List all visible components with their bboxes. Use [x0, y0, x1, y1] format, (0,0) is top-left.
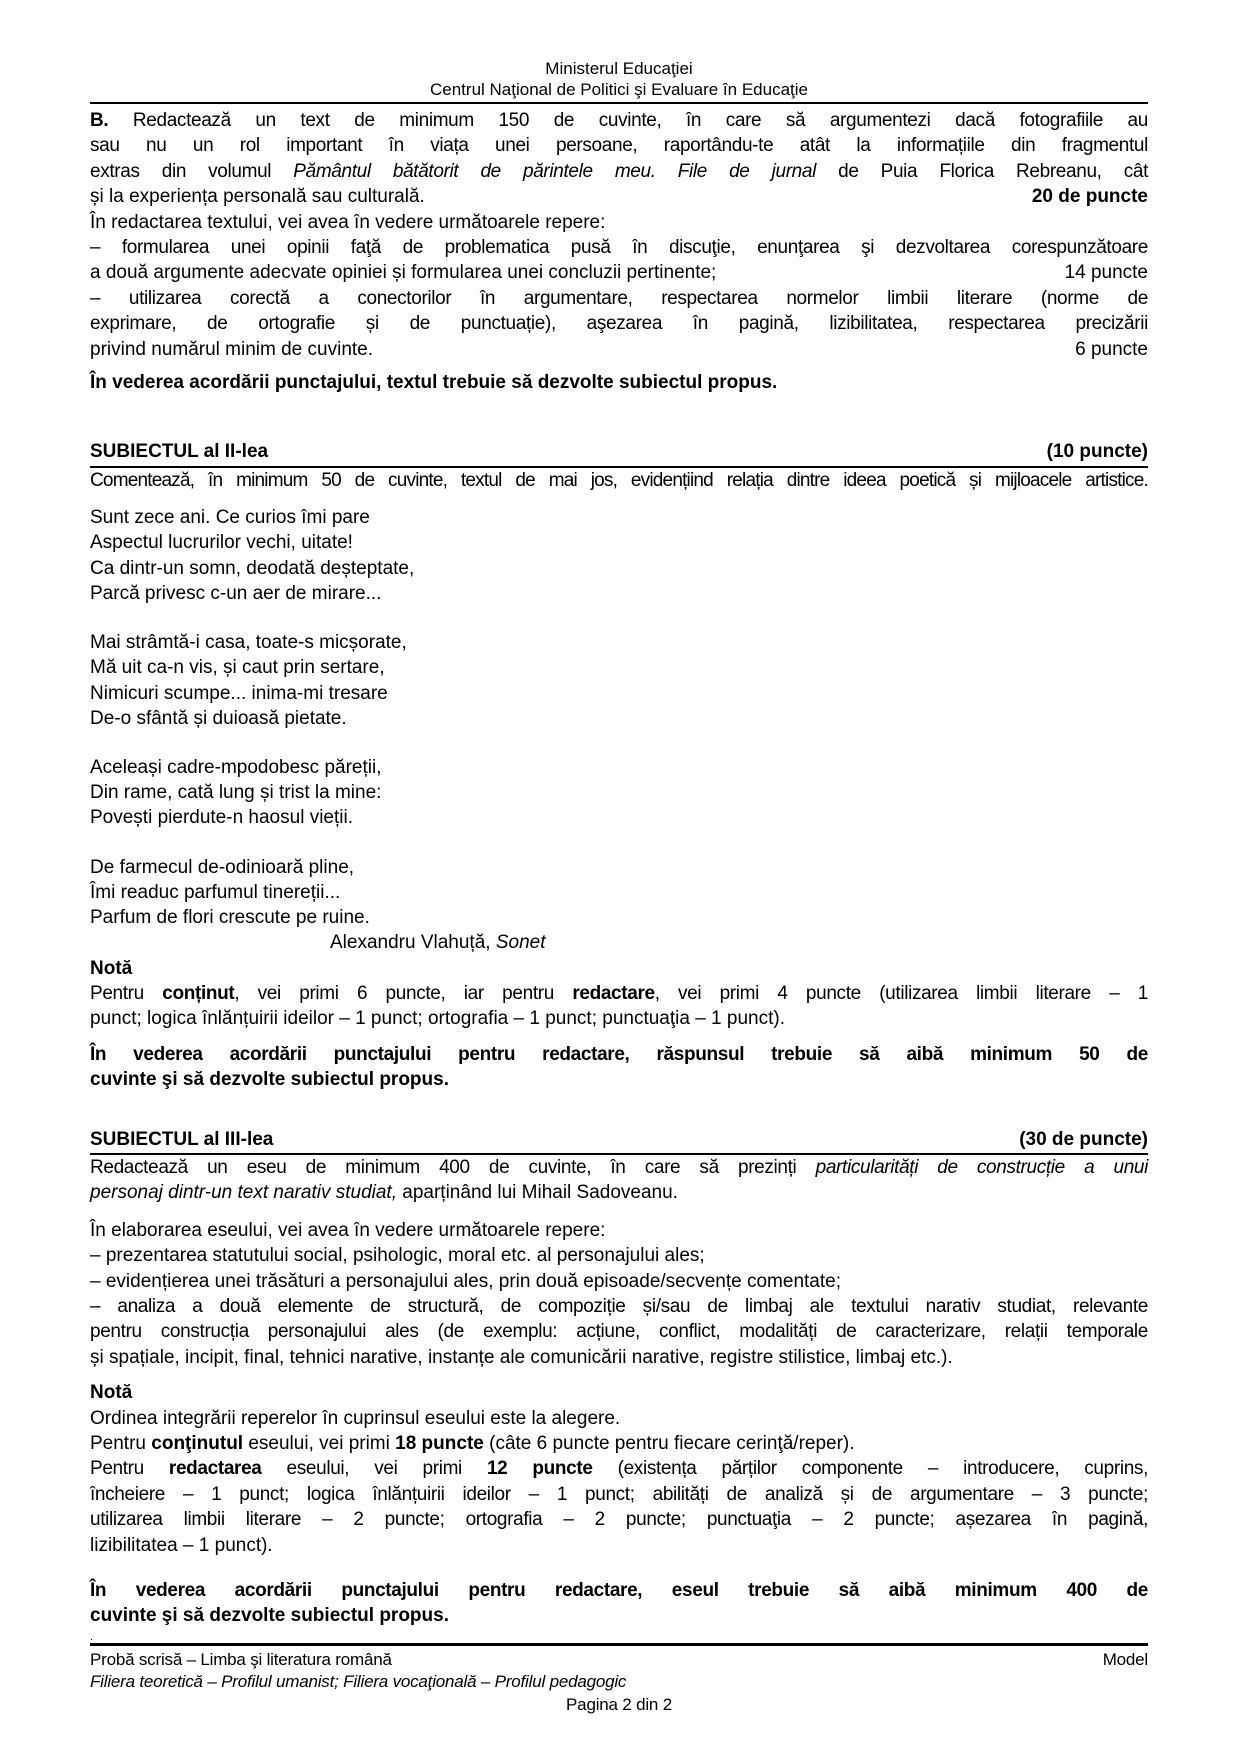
page-header [90, 58, 1148, 104]
bullet2-line-2: exprimare, de ortografie și de punctuație), aşezarea în pagină, lizibilitatea, respectarea precizării [90, 313, 1148, 335]
ministry-name: Ministerul Educaţiei [545, 59, 693, 78]
poem-author: Alexandru Vlahuță, [330, 932, 491, 954]
footer-exam-name: Probă scrisă – Limba şi literatura română [90, 1649, 392, 1669]
subject-b-line-1: B. Redactează un text de minimum 150 de cuvinte, în care să argumentezi dacă fotografiile au [90, 110, 1148, 131]
poem-line: Aceleași cadre-mpodobesc păreții, [90, 756, 382, 778]
redactare-line-1: Pentru redactarea eseului, vei primi 12 puncte (existența părților componente – introducere, cuprins, [90, 1458, 1149, 1480]
subject-b-line-3: extras din volumul Pământul bătătorit de părintele meu. File de jurnal de Puia Florica Rebreanu, cât [90, 160, 1149, 182]
poem-line: Ca dintr-un somn, deodată deșteptate, [90, 557, 415, 579]
bullet3-line-1: – analiza a două elemente de structură, de compoziție și/sau de limbaj ale textului narativ studiat, relevante [90, 1296, 1148, 1317]
poem-stanza-2 [90, 630, 1148, 731]
subject-b-line-2: sau nu un rol important în viața unei persoane, raportându-te atât la informațiile din fragmentul [90, 135, 1148, 157]
poem-stanza-4 [90, 855, 1148, 931]
poem-attribution [90, 930, 1148, 955]
poem-line: De farmecul de-odinioară pline, [90, 856, 355, 878]
poem-line: Mă uit ca-n vis, și caut prin sertare, [90, 657, 385, 679]
page-footer [90, 1643, 1148, 1717]
bullet1-line-2: a două argumente adecvate opiniei și formularea unei concluzii pertinente; 14 puncte [90, 260, 1148, 285]
bullet2-line-1: – utilizarea corectă a conectorilor în argumentare, respectarea normelor limbii literare (norme de [90, 287, 1148, 309]
subject-3-points: (30 de puncte) [1019, 1128, 1148, 1150]
poem-line: Povești pierdute-n haosul vieții. [90, 807, 353, 829]
poem-line: Aspectul lucrurilor vechi, uitate! [90, 532, 353, 554]
bullet1-points: 14 puncte [1064, 262, 1148, 284]
subject-b-paragraph [90, 108, 1148, 210]
poem-line: Mai strâmtă-i casa, toate-s micșorate, [90, 632, 407, 654]
subject-3-note-redactare [90, 1456, 1148, 1558]
poem-line: Îmi readuc parfumul tinereții... [90, 881, 341, 903]
bullet1-line-1: – formularea unei opinii faţă de problematica pusă în discuţie, enunţarea şi dezvoltarea corespunzătoare [90, 237, 1148, 259]
redactare-line-4: lizibilitatea – 1 punct). [90, 1534, 273, 1556]
stray-mark: . [90, 1630, 94, 1643]
subject-b-line-4: și la experiența personală sau culturală. 20 de puncte [90, 184, 1148, 209]
bullet2-line-3: privind numărul minim de cuvinte. 6 puncte [90, 337, 1148, 362]
poem-line: Parcă privesc c-un aer de mirare... [90, 582, 382, 604]
subject-2-heading [90, 439, 1148, 467]
redactare-line-3: utilizarea limbii literare – 2 puncte; ortografia – 2 puncte; punctuaţia – 2 puncte; așezarea în pagină, [90, 1509, 1148, 1531]
subject-b-label: B. [90, 110, 109, 131]
subject-2-prompt: Comentează, în minimum 50 de cuvinte, textul de mai jos, evidențiind relația dintre ideea poetică și mijloacele artistice. [90, 469, 1148, 491]
poem-line: Sunt zece ani. Ce curios îmi pare [90, 507, 370, 529]
subject-2-note-line-1: Pentru conținut, vei primi 6 puncte, iar pentru redactare, vei primi 4 puncte (utilizarea limbii literare – 1 [90, 982, 1148, 1004]
footer-page-number: Pagina 2 din 2 [566, 1694, 672, 1714]
poem-title: Sonet [495, 932, 546, 954]
subject-b-bullet-2 [90, 286, 1148, 362]
subject-3-nota-label: Notă [90, 1382, 133, 1404]
poem-stanza-3 [90, 755, 1148, 831]
subject-3-note-line-1: Ordinea integrării reperelor în cuprinsul eseului este la alegere. [90, 1407, 621, 1429]
subject-3-bullet-2: – evidențierea unei trăsături a personajului ales, prin două episoade/secvențe comentate; [90, 1270, 841, 1292]
subject-2-nota-label: Notă [90, 957, 133, 979]
subject-3-bold-note: În vederea acordării punctajului pentru redactare, eseul trebuie să aibă minimum 400 de cuvinte şi să dezvolte subiectul propus. [90, 1580, 1148, 1627]
poem-line: Parfum de flori crescute pe ruine. [90, 906, 370, 928]
subject-3-bullet-3 [90, 1294, 1148, 1370]
subject-2-note [90, 981, 1148, 1032]
poem [90, 505, 1148, 955]
bullet3-line-2: pentru construcția personajului ales (de exemplu: acțiune, conflict, modalități de caracterizare, relații temporale [90, 1321, 1148, 1343]
redactare-line-2: încheiere – 1 punct; logica înlănțuirii ideilor – 1 punct; abilități de analiză și de argumentare – 3 puncte; [90, 1483, 1148, 1505]
national-center-name: Centrul Naţional de Politici şi Evaluare în Educaţie [430, 80, 808, 99]
subject-3-title: SUBIECTUL al III-lea [90, 1128, 274, 1150]
subject-3-heading [90, 1127, 1148, 1155]
subject-b-bullet-1 [90, 235, 1148, 286]
poem-line: De-o sfântă și duioasă pietate. [90, 707, 347, 729]
subject-2-bold-note: În vederea acordării punctajului pentru redactare, răspunsul trebuie să aibă minimum 50 de cuvinte şi să dezvolte subiectul propus. [90, 1043, 1148, 1091]
work-title: Pământul bătătorit de părintele meu. File de jurnal [293, 160, 816, 182]
subject-2-points: (10 puncte) [1046, 441, 1148, 463]
subject-b-repere-intro: În redactarea textului, vei avea în vedere următoarele repere: [90, 211, 606, 233]
subject-2-title: SUBIECTUL al II-lea [90, 441, 269, 463]
poem-stanza-1 [90, 505, 1148, 606]
poem-line: Nimicuri scumpe... inima-mi tresare [90, 682, 388, 704]
subject-b-bold-note: În vederea acordării punctajului, textul trebuie să dezvolte subiectul propus. [90, 372, 778, 394]
subject-3-note-line-2: Pentru conţinutul eseului, vei primi 18 puncte (câte 6 puncte pentru fiecare cerinţă/reper). [90, 1433, 855, 1455]
footer-model-label: Model [1102, 1649, 1148, 1669]
footer-profile-line: Filiera teoretică – Profilul umanist; Filiera vocaţională – Profilul pedagogic [90, 1672, 627, 1692]
bullet2-points: 6 puncte [1075, 338, 1148, 360]
footer-row-1 [90, 1649, 1148, 1672]
subject-2-note-line-2: punct; logica înlănțuirii ideilor – 1 punct; ortografia – 1 punct; punctuaţia – 1 punct). [90, 1008, 785, 1030]
subject-3-task [90, 1155, 1148, 1206]
subject-b-points: 20 de puncte [1031, 186, 1148, 208]
subject-3-task-line-2: personaj dintr-un text narativ studiat, aparținând lui Mihail Sadoveanu. [90, 1182, 678, 1204]
subject-3-bullet-1: – prezentarea statutului social, psihologic, moral etc. al personajului ales; [90, 1245, 705, 1267]
subject-3-task-line-1: Redactează un eseu de minimum 400 de cuvinte, în care să prezinți particularități de construcție a unui [90, 1156, 1148, 1178]
subject-3-repere-intro: În elaborarea eseului, vei avea în vedere următoarele repere: [90, 1219, 606, 1241]
poem-line: Din rame, cată lung și trist la mine: [90, 782, 382, 804]
bullet3-line-3: și spațiale, incipit, final, tehnici narative, instanțe ale comunicării narative, registre stilistice, limbaj etc.). [90, 1346, 953, 1368]
